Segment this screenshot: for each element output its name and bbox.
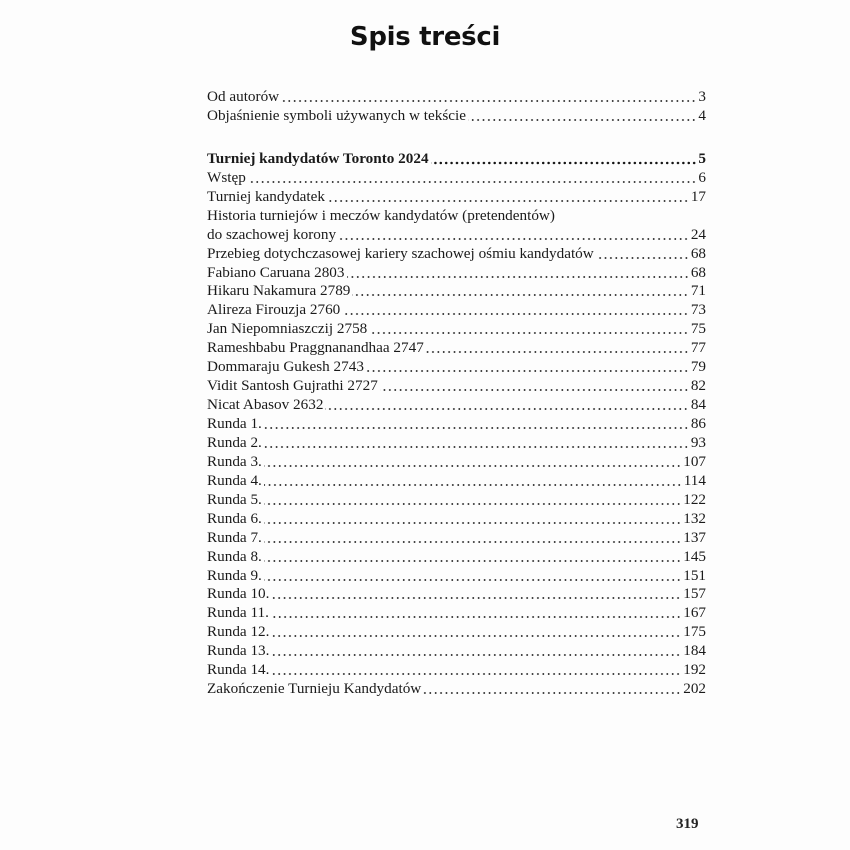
toc-entry-label: Jan Niepomniaszczij 2758 (207, 320, 368, 338)
toc-entry[interactable] (207, 548, 706, 567)
toc-entry-page: 114 (683, 471, 706, 489)
toc-entry[interactable] (207, 529, 706, 548)
toc-entry-page: 71 (690, 282, 706, 300)
toc-entry[interactable] (207, 491, 706, 510)
dot-leader (380, 377, 689, 396)
toc-entry[interactable] (207, 567, 706, 586)
dot-leader (352, 282, 688, 301)
toc-entry-label: do szachowej korony (207, 225, 337, 243)
toc-entry[interactable] (207, 415, 706, 434)
dot-leader (271, 585, 681, 604)
toc-entry-label: Runda 11. (207, 604, 269, 622)
dot-leader (271, 604, 681, 623)
toc-entry[interactable] (207, 604, 706, 623)
toc-entry[interactable] (207, 264, 706, 283)
dot-leader (264, 529, 681, 548)
dot-leader (264, 510, 681, 529)
dot-leader (327, 188, 689, 207)
toc-entry-page: 184 (683, 642, 706, 660)
dot-leader (431, 150, 697, 169)
toc-entry-page: 68 (690, 263, 706, 281)
toc-entry[interactable] (207, 245, 706, 264)
toc-intro-list (207, 88, 706, 126)
dot-leader (325, 396, 688, 415)
toc-entry[interactable] (207, 282, 706, 301)
toc-entry[interactable] (207, 226, 706, 245)
toc-entry[interactable] (207, 680, 706, 699)
toc-entry-label: Rameshbabu Praggnanandhaa 2747 (207, 339, 424, 357)
toc-entry-label: Runda 1. (207, 415, 262, 432)
toc-entry-label: Od autorów (207, 88, 280, 105)
toc-entry-page: 132 (683, 509, 706, 527)
toc-entry[interactable] (207, 661, 706, 680)
toc-entry-label: Runda 4. (207, 471, 262, 489)
toc-entry[interactable] (207, 396, 706, 415)
toc-entry-label: Runda 7. (207, 528, 262, 546)
dot-leader (596, 245, 689, 264)
toc-entry[interactable] (207, 88, 706, 107)
toc-entry[interactable] (207, 434, 706, 453)
toc-entry-label: Runda 12. (207, 623, 270, 641)
toc-entry[interactable] (207, 472, 706, 491)
toc-entry-page: 77 (690, 339, 706, 357)
dot-leader (271, 642, 681, 661)
toc-entry-label: Historia turniejów i meczów kandydatów (pretendentów) (207, 206, 555, 224)
toc-entry-page: 86 (690, 415, 706, 432)
toc-entry-page: 5 (698, 149, 706, 167)
toc-entry[interactable] (207, 207, 706, 226)
toc-entry[interactable] (207, 585, 706, 604)
toc-entry-page: 157 (683, 585, 706, 603)
dot-leader (281, 88, 696, 107)
dot-leader (366, 358, 689, 377)
toc-entry[interactable] (207, 339, 706, 358)
toc-entry[interactable] (207, 301, 706, 320)
toc-entry-label: Runda 10. (207, 585, 270, 603)
toc-entry-label: Fabiano Caruana 2803 (207, 263, 345, 281)
toc-entry-label: Hikaru Nakamura 2789 (207, 282, 351, 300)
toc-entry-label: Runda 5. (207, 490, 262, 508)
dot-leader (264, 548, 681, 567)
toc-entry-label: Runda 14. (207, 661, 270, 679)
table-of-contents (207, 88, 706, 699)
toc-entry-label: Nicat Abasov 2632 (207, 396, 324, 414)
dot-leader (271, 661, 681, 680)
toc-entry-page: 175 (683, 623, 706, 641)
toc-entry-page: 68 (690, 244, 706, 262)
toc-entry-label: Przebieg dotychczasowej kariery szachowej ośmiu kandydatów (207, 244, 594, 262)
toc-entry[interactable] (207, 169, 706, 188)
toc-entry-label: Objaśnienie symboli używanych w tekście (207, 106, 466, 124)
toc-entry-page: 84 (690, 396, 706, 414)
toc-gap (207, 126, 706, 150)
toc-entry[interactable] (207, 510, 706, 529)
toc-entry[interactable] (207, 358, 706, 377)
toc-entry-label: Runda 6. (207, 509, 262, 527)
toc-entry-page: 122 (683, 490, 706, 508)
toc-entry[interactable] (207, 107, 706, 126)
toc-entry-label: Wstęp (207, 168, 246, 186)
toc-entry-page: 75 (690, 320, 706, 338)
toc-entry[interactable] (207, 623, 706, 642)
toc-entry-page: 107 (683, 452, 706, 470)
toc-section-heading[interactable] (207, 150, 706, 169)
toc-entry[interactable] (207, 320, 706, 339)
toc-entry-page: 4 (698, 106, 706, 124)
toc-entry-page: 24 (690, 225, 706, 243)
toc-entry-page: 151 (683, 566, 706, 584)
toc-entry-label: Zakończenie Turnieju Kandydatów (207, 680, 422, 698)
dot-leader (264, 567, 681, 586)
dot-leader (342, 301, 689, 320)
toc-entry-label: Runda 13. (207, 642, 270, 660)
dot-leader (248, 169, 697, 188)
toc-entry-label: Vidit Santosh Gujrathi 2727 (207, 377, 378, 395)
toc-entry-label: Dommaraju Gukesh 2743 (207, 358, 364, 376)
toc-entry-label: Turniej kandydatek (207, 187, 325, 205)
toc-entry-label: Runda 3. (207, 452, 262, 470)
toc-entry-page: 3 (698, 88, 706, 105)
toc-entry-page: 192 (683, 661, 706, 679)
toc-entry-page: 93 (690, 433, 706, 451)
toc-entry-page: 6 (698, 168, 706, 186)
dot-leader (264, 415, 689, 434)
dot-leader (264, 491, 681, 510)
dot-leader (423, 680, 681, 699)
dot-leader (264, 472, 682, 491)
dot-leader (468, 107, 696, 126)
dot-leader (426, 339, 689, 358)
page-title: Spis treści (349, 22, 501, 52)
toc-entry-page: 17 (690, 187, 706, 205)
dot-leader (347, 264, 689, 283)
dot-leader (369, 320, 689, 339)
toc-entry-page: 73 (690, 301, 706, 319)
toc-entry-label: Runda 2. (207, 433, 262, 451)
dot-leader (338, 226, 689, 245)
toc-entry-label: Turniej kandydatów Toronto 2024 (207, 149, 429, 167)
page-number: 319 (676, 816, 699, 832)
toc-entry[interactable] (207, 642, 706, 661)
dot-leader (264, 453, 681, 472)
toc-entry-label: Runda 9. (207, 566, 262, 584)
toc-entry-page: 79 (690, 358, 706, 376)
toc-entry-page: 145 (683, 547, 706, 565)
toc-entry-list (207, 169, 706, 699)
toc-entry[interactable] (207, 188, 706, 207)
toc-entry-label: Alireza Firouzja 2760 (207, 301, 341, 319)
toc-entry-page: 167 (683, 604, 706, 622)
toc-entry[interactable] (207, 377, 706, 396)
toc-entry-page: 82 (690, 377, 706, 395)
toc-entry[interactable] (207, 453, 706, 472)
dot-leader (264, 434, 689, 453)
dot-leader (271, 623, 681, 642)
toc-entry-page: 137 (683, 528, 706, 546)
toc-entry-label: Runda 8. (207, 547, 262, 565)
toc-entry-page: 202 (683, 680, 706, 698)
